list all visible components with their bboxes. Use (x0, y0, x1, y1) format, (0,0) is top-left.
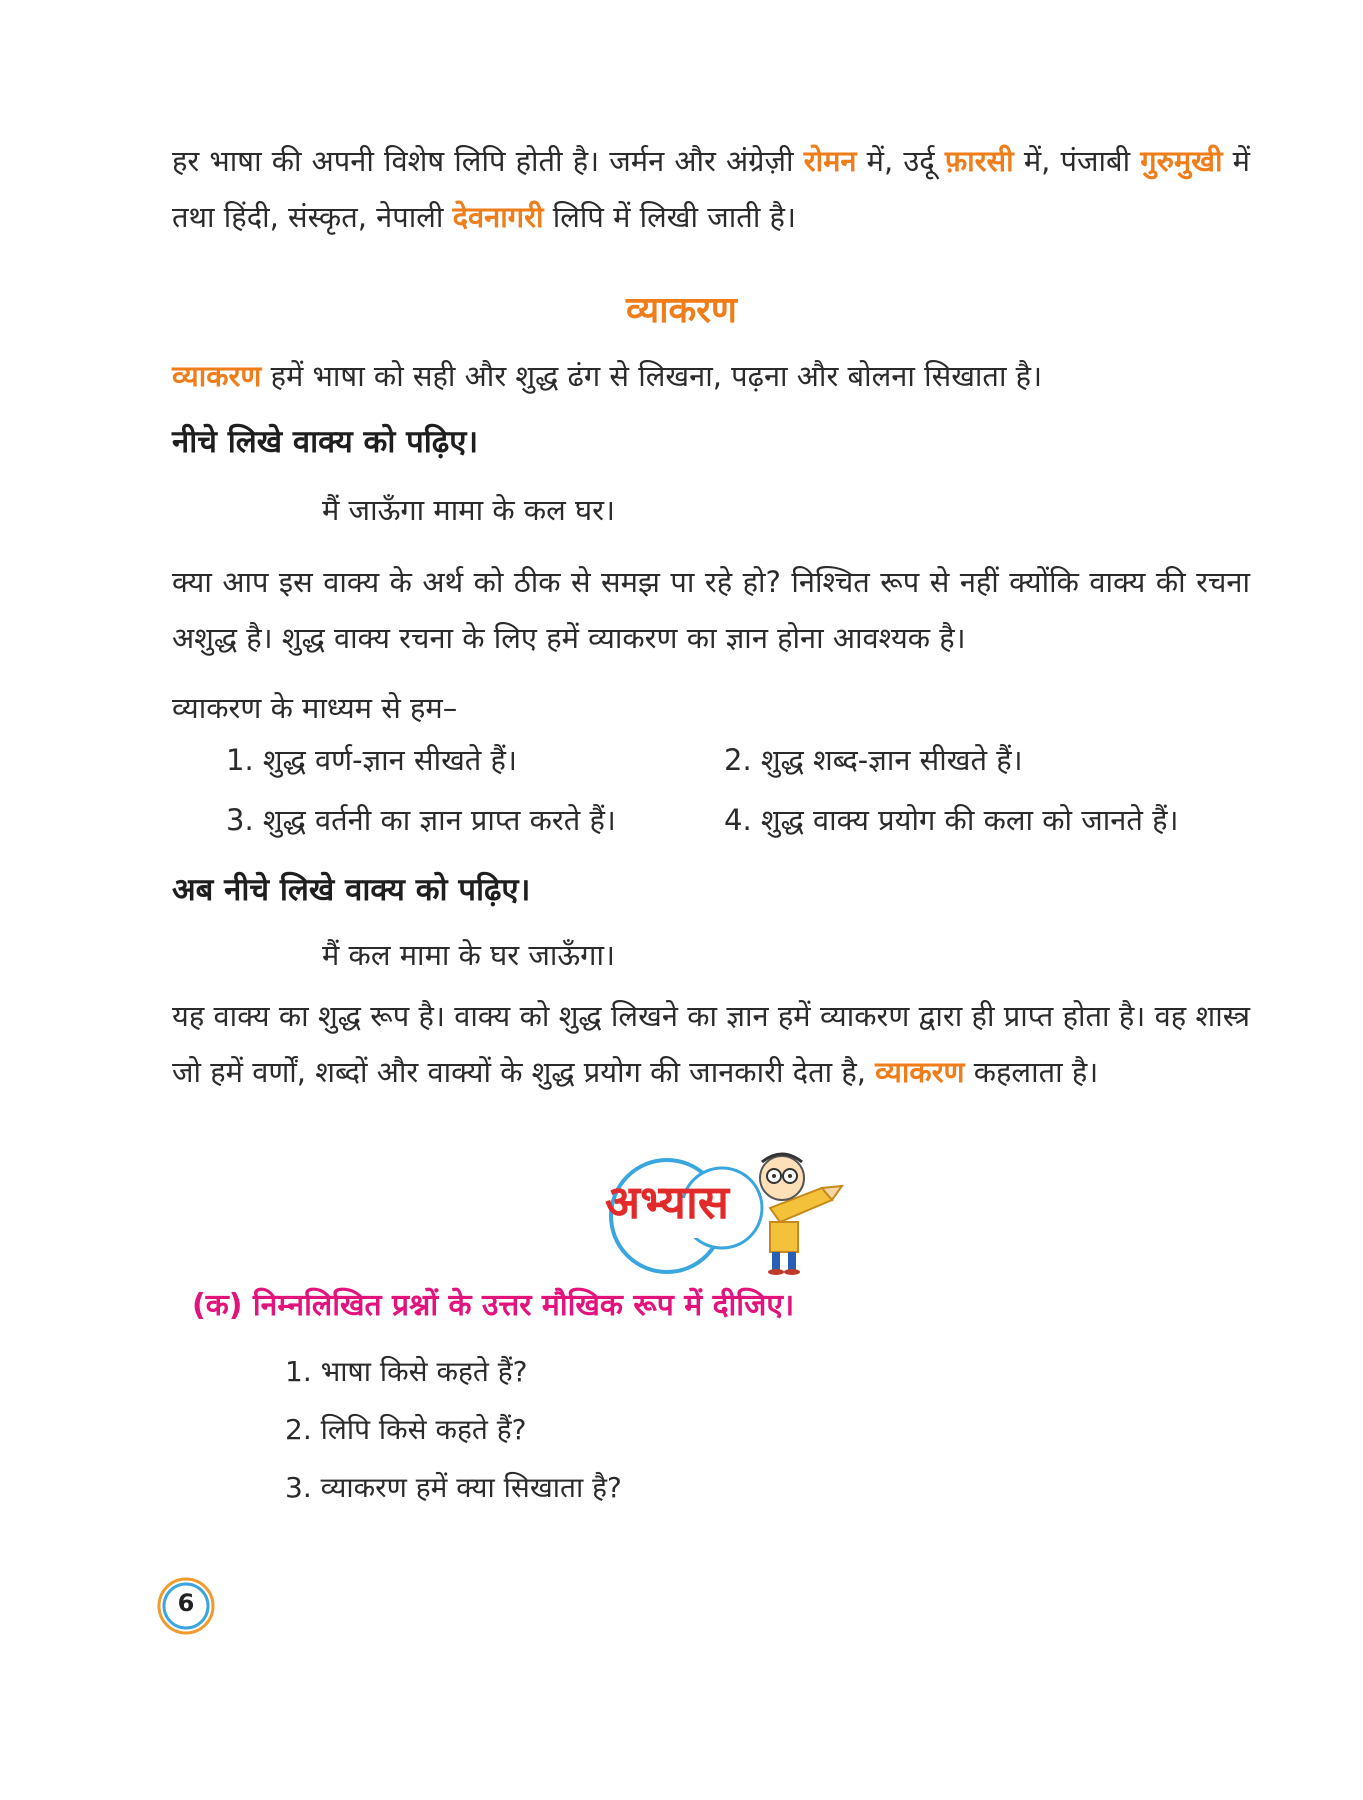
definition-text: हमें भाषा को सही और शुद्ध ढंग से लिखना, पढ़ना और बोलना सिखाता है। (261, 359, 1043, 393)
intro-text-2: में, उर्दू (856, 144, 945, 178)
benefit-1: 1. शुद्ध वर्ण-ज्ञान सीखते हैं। (226, 743, 517, 777)
correct-sentence: मैं कल मामा के घर जाऊँगा। (322, 938, 615, 972)
gurmukhi-highlight: गुरुमुखी (1140, 144, 1223, 178)
benefit-3: 3. शुद्ध वर्तनी का ज्ञान प्राप्त करते हैं। (226, 803, 616, 837)
section-heading: व्याकरण (626, 290, 737, 331)
conclusion-highlight: व्याकरण (875, 1055, 965, 1089)
question-1: 1. भाषा किसे कहते हैं? (285, 1355, 528, 1388)
list-intro: व्याकरण के माध्यम से हम– (172, 691, 458, 725)
farsi-highlight: फ़ारसी (944, 144, 1014, 178)
read-prompt-2: अब नीचे लिखे वाक्य को पढ़िए। (172, 872, 531, 908)
wrong-sentence: मैं जाऊँगा मामा के कल घर। (322, 493, 615, 527)
conclusion-paragraph (172, 988, 1250, 1100)
intro-text-1: हर भाषा की अपनी विशेष लिपि होती है। जर्मन और अंग्रेज़ी (172, 144, 804, 178)
exercise-question-heading: (क) निम्नलिखित प्रश्नों के उत्तर मौखिक रूप में दीजिए। (192, 1288, 795, 1323)
question-2: 2. लिपि किसे कहते हैं? (285, 1413, 527, 1446)
explanation-paragraph: क्या आप इस वाक्य के अर्थ को ठीक से समझ पा रहे हो? निश्चित रूप से नहीं क्योंकि वाक्य की रचना अशुद्ध है। शुद्ध वाक्य रचना के लिए हमें व्याकरण का ज्ञान होना आवश्यक है। (172, 565, 1250, 655)
question-3: 3. व्याकरण हमें क्या सिखाता है? (285, 1471, 622, 1504)
conclusion-text: यह वाक्य का शुद्ध रूप है। वाक्य को शुद्ध लिखने का ज्ञान हमें व्याकरण द्वारा ही प्राप्त होता है। वह शास्त्र जो हमें वर्णों, शब्दों और वाक्यों के शुद्ध प्रयोग की जानकारी देता है, (172, 999, 1250, 1089)
pencil-mascot-icon (752, 1148, 844, 1276)
intro-text-3: में, पंजाबी (1013, 144, 1141, 178)
definition-highlight: व्याकरण (172, 359, 262, 393)
intro-text-4: में तथा हिंदी, संस्कृत, नेपाली (172, 144, 1250, 234)
definition-paragraph (172, 348, 1250, 404)
benefit-2: 2. शुद्ध शब्द-ज्ञान सीखते हैं। (724, 743, 1023, 777)
intro-text-5: लिपि में लिखी जाती है। (543, 200, 796, 234)
page-number-badge (156, 1576, 216, 1636)
devanagari-highlight: देवनागरी (452, 200, 544, 234)
roman-highlight: रोमन (803, 144, 857, 178)
exercise-badge (582, 1148, 844, 1276)
intro-paragraph (172, 133, 1250, 245)
read-prompt-1: नीचे लिखे वाक्य को पढ़िए। (172, 424, 479, 460)
page-number: 6 (177, 1589, 195, 1617)
benefit-4: 4. शुद्ध वाक्य प्रयोग की कला को जानते हैं। (724, 803, 1179, 837)
conclusion-tail: कहलाता है। (964, 1055, 1099, 1089)
exercise-badge-label: अभ्यास (605, 1175, 729, 1229)
